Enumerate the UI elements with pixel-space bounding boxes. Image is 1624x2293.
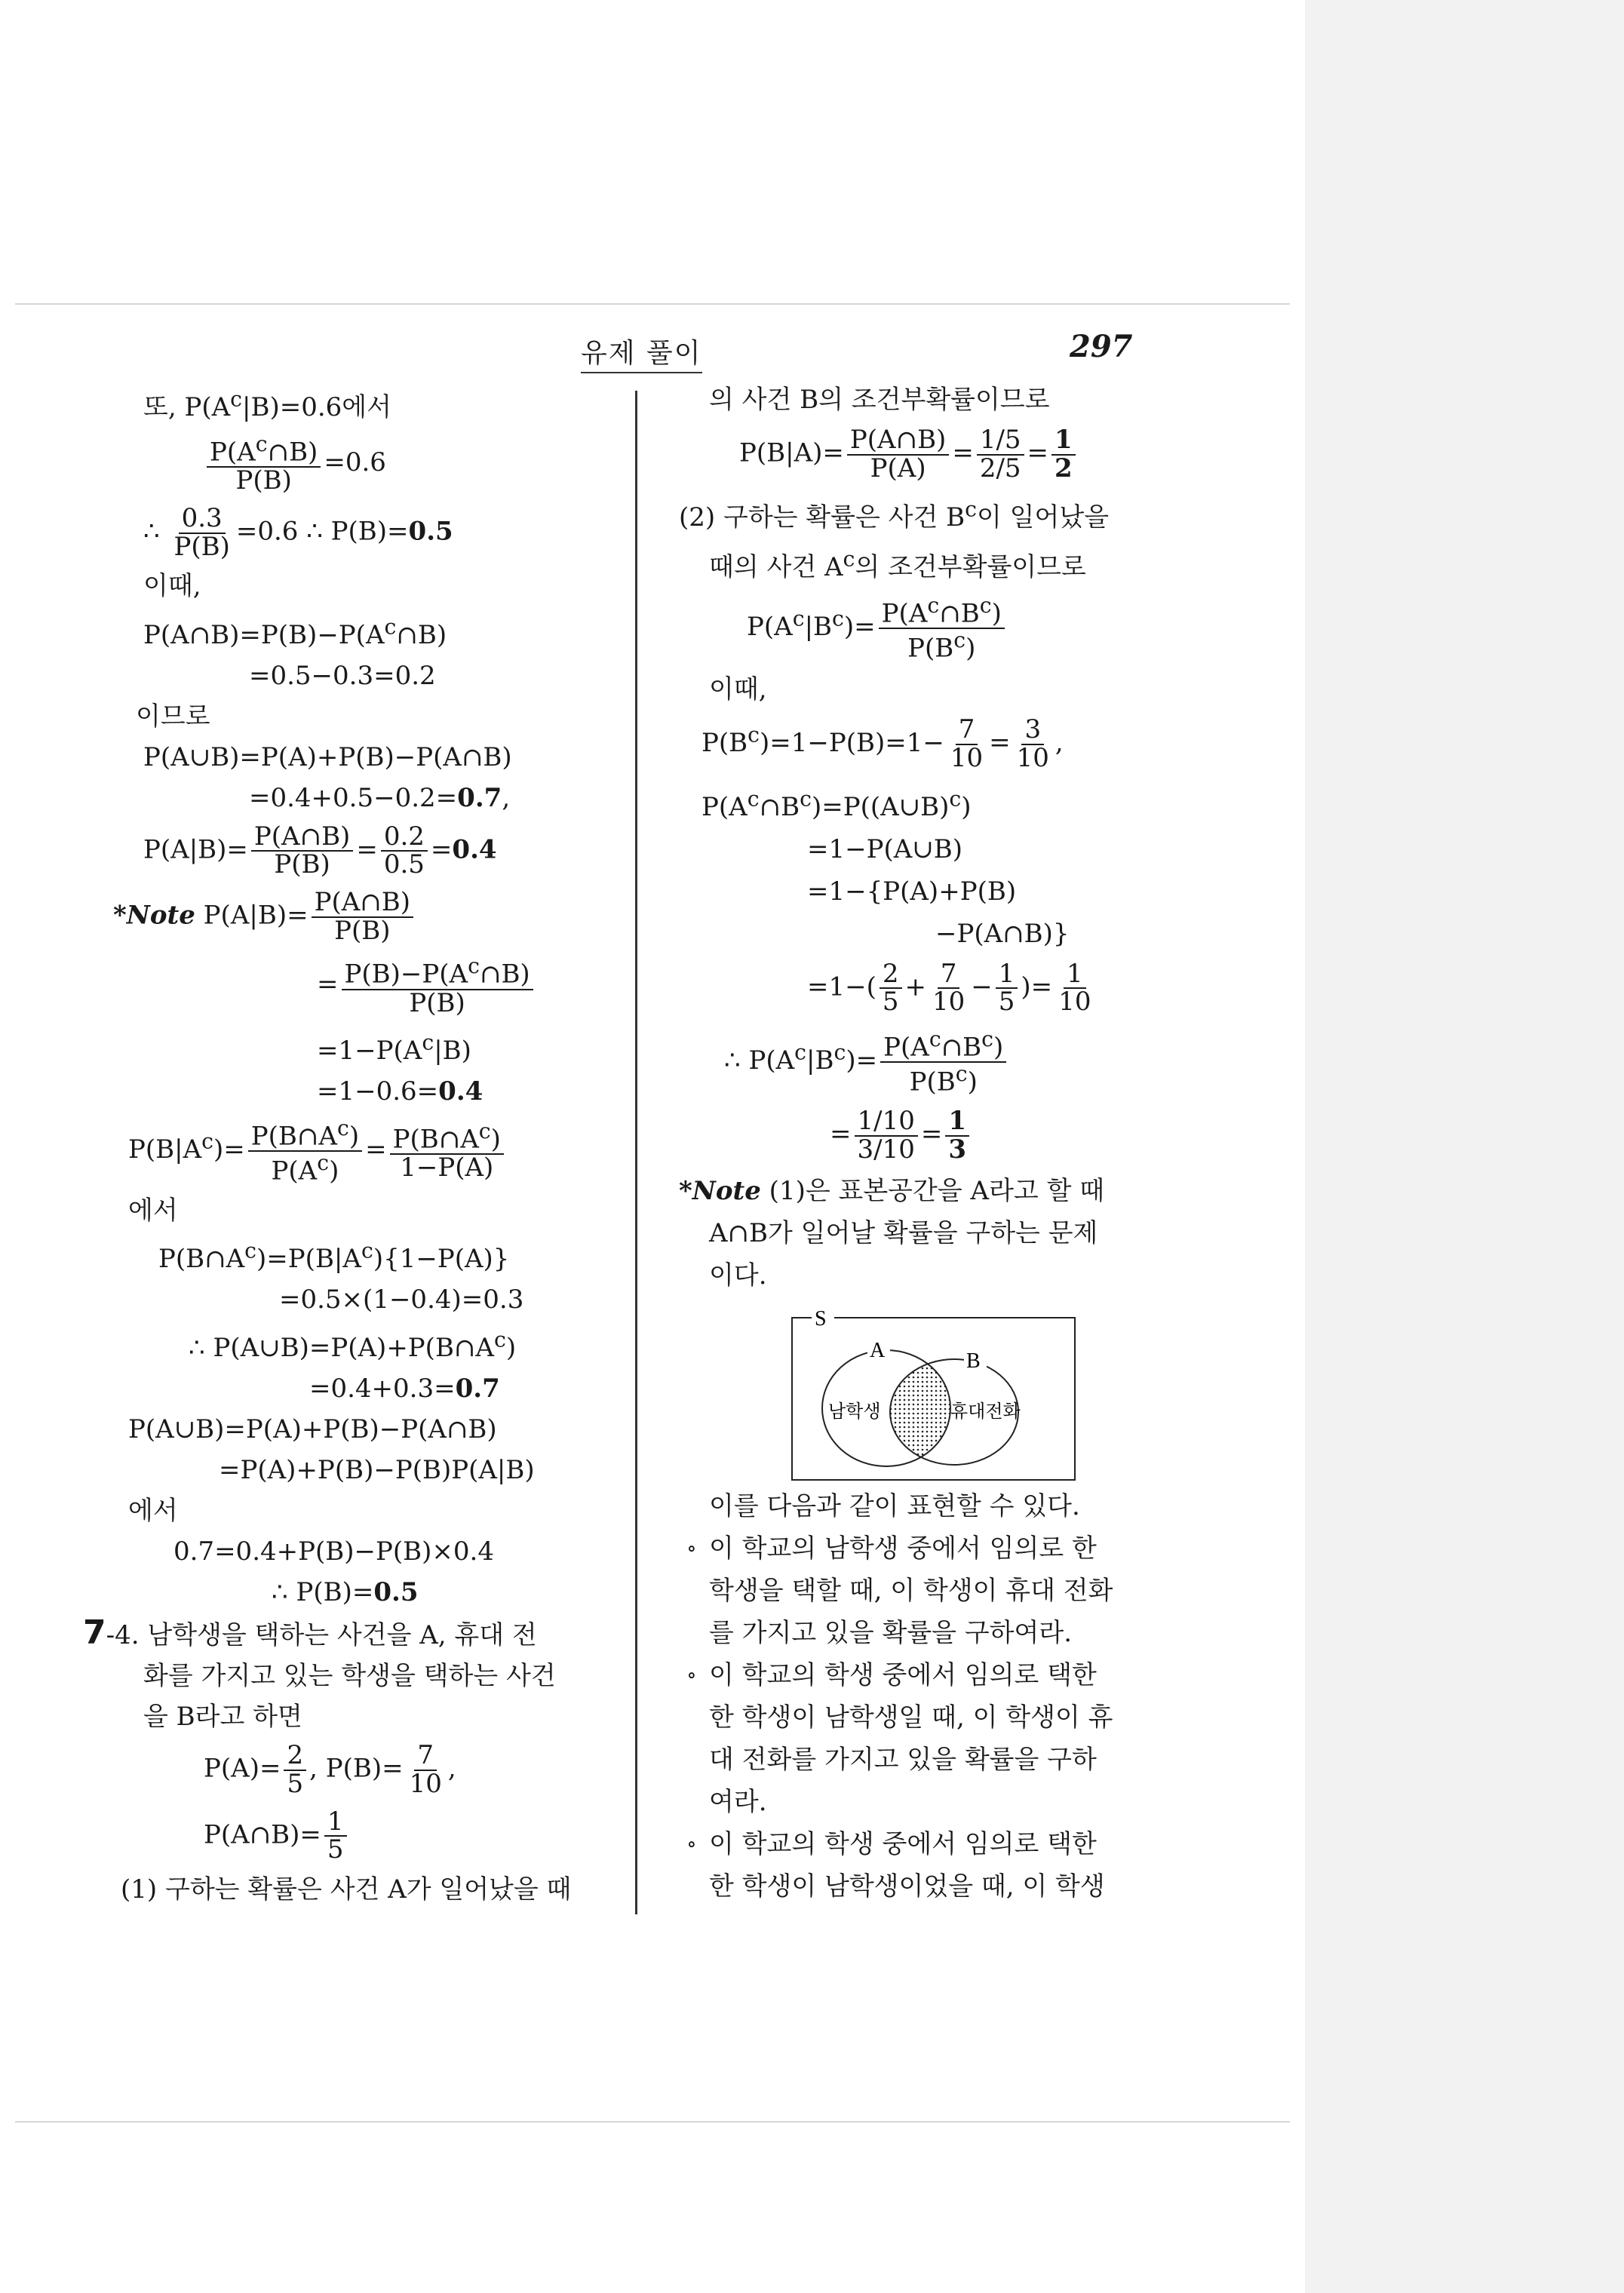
line-text: 한 학생이 남학생이었을 때, 이 학생 [709,1871,1105,1902]
fraction [880,958,902,1018]
fraction-numerator: 1/10 [855,1108,918,1137]
line-text: (2) 구하는 확률은 사건 $B^c$이 일어났을 [679,496,1110,533]
line-text: ∴ P(B)=0.5 [272,1577,419,1608]
text-line [739,427,1162,482]
fraction [312,889,413,944]
fraction-denominator: P(B) [274,849,330,880]
text-line [121,1874,626,1905]
line-text: = [952,437,974,468]
fraction-denominator: 5 [882,987,899,1018]
line-text: P(A|B)= [195,900,309,931]
line-text: P(A|B)= [143,834,248,865]
fraction-denominator: 10 [409,1768,442,1799]
text-line [724,1028,1162,1096]
left-column [83,385,626,1915]
text-line [143,505,626,560]
text-line [317,955,626,1017]
bullet-icon: ∘ [686,1831,697,1856]
text-line [686,1533,1162,1564]
line-text: =1−P(A∪B) [807,833,963,864]
fraction [1055,958,1094,1018]
line-text: =1−{P(A)+P(B) [807,876,1017,907]
text-line [128,1414,626,1444]
line-text: -4. 남학생을 택하는 사건을 A, 휴대 전 [106,1620,537,1651]
fraction-denominator: 5 [998,987,1015,1018]
fraction [284,1742,306,1797]
fraction [390,1120,504,1182]
text-line [807,958,1162,1018]
text-line [143,821,626,880]
right-column [679,385,1162,1914]
line-text: ∴ $P(A^c|B^c)=$ [724,1039,878,1076]
fraction-numerator: 7 [956,717,978,745]
fraction-denominator: $P(B^c)$ [909,1061,978,1097]
fraction-numerator: 1 [945,1108,969,1137]
text-line [279,1285,626,1315]
line-text: $P(A\cap B)=P(B)-P(A^c\cap B)$ [143,614,447,650]
line-text: 여라. [709,1786,767,1817]
line-text: =0.6 [324,447,386,478]
fraction [977,427,1024,482]
line-text: 이 학교의 남학생 중에서 임의로 한 [709,1533,1097,1564]
line-text: )= [1021,972,1053,1002]
fraction-denominator: P(B) [334,915,391,946]
line-text: $P(A^c|B^c)=$ [747,606,876,643]
fraction [342,955,533,1017]
line-text: 를 가지고 있을 확률을 구하여라. [709,1617,1073,1648]
line-text: 이를 다음과 같이 표현할 수 있다. [709,1490,1080,1521]
text-line [709,1218,1162,1248]
text-line [143,1702,626,1732]
line-text: $P(B\cap A^c)=P(B|A^c)\{1-P(A)\}$ [158,1238,510,1274]
text-line [709,1618,1162,1648]
text-line [113,889,626,944]
text-line [204,433,626,495]
text-line [317,1076,626,1107]
text-line [747,594,1162,662]
fraction-denominator: $P(A^c)$ [271,1150,339,1186]
line-text: =1−0.6=0.4 [317,1076,484,1107]
line-text: P(A∪B)=P(A)+P(B)−P(A∩B) [128,1414,497,1445]
fraction-denominator: 5 [287,1768,304,1799]
line-text: , [1055,727,1064,758]
text-line [136,701,626,732]
line-text: 또, $P(A^c|B)=0.6$에서 [143,387,391,423]
text-line [679,494,1162,532]
fraction-denominator: 3 [948,1134,967,1165]
text-line [317,1027,626,1065]
fraction [170,505,232,560]
line-text: 이 학교의 학생 중에서 임의로 택한 [709,1659,1097,1690]
line-text: P(A∪B)=P(A)+P(B)−P(A∩B) [143,741,512,772]
fraction [945,1108,969,1163]
fraction-denominator: 1−P(A) [400,1152,494,1183]
fraction-numerator: 1 [996,961,1018,990]
text-line [686,1659,1162,1690]
b-text: 휴대전화 [950,1400,1021,1422]
line-text: 학생을 택할 때, 이 학생이 휴대 전화 [709,1575,1113,1606]
fraction-numerator: P(A∩B) [312,889,413,918]
line-text: , P(B)= [309,1753,404,1784]
line-text: 이때, [143,571,201,602]
line-text: =0.4+0.5−0.2=0.7, [249,782,511,813]
fraction-numerator: 7 [414,1742,437,1771]
fraction-numerator: 3 [1021,717,1044,745]
line-text: 때의 사건 $A^c$의 조건부확률이므로 [709,546,1086,583]
line-text: =0.5−0.3=0.2 [249,660,436,691]
text-line [686,1828,1162,1859]
s-label: S [815,1306,827,1331]
text-line [219,1455,626,1485]
fraction-numerator: 0.2 [381,824,428,852]
bullet-icon: ∘ [686,1662,697,1687]
text-line [128,1496,626,1526]
column-divider [635,391,637,1914]
fraction-denominator: P(B) [409,987,465,1018]
text-line [709,1260,1162,1291]
line-text: 화를 가지고 있는 학생을 택하는 사건 [143,1661,556,1692]
running-header-title: 유제 풀이 [581,332,702,373]
fraction-numerator: $P(A^c\cap B^c)$ [880,1028,1006,1063]
text-line [83,1613,626,1653]
line-text: 이므로 [136,701,210,732]
fraction [1051,427,1076,482]
text-line [309,1374,626,1404]
line-text: A∩B가 일어날 확률을 구하는 문제 [709,1217,1098,1248]
line-text: $P(B^c)=1-P(B)=1-$ [701,722,944,758]
a-label: A [870,1338,886,1362]
fraction-denominator: 5 [327,1834,344,1865]
fraction-numerator: $P(B\cap A^c)$ [390,1120,504,1155]
fraction-denominator: 2/5 [979,453,1021,483]
fraction [855,1108,918,1163]
text-line [189,1325,626,1363]
fraction [947,714,986,773]
line-text: = [365,1134,387,1165]
text-line [679,1176,1162,1206]
line-text: P(A∩B)= [204,1819,321,1850]
fraction [381,821,428,880]
line-text: P(B|A)= [739,437,844,468]
fraction [847,427,949,482]
line-text: 의 사건 B의 조건부확률이므로 [709,385,1050,415]
fraction [324,1806,347,1865]
text-line [935,919,1162,949]
fraction-denominator: P(B) [173,531,230,562]
fraction-denominator: 10 [950,742,984,773]
fraction-denominator: 3/10 [857,1134,915,1165]
text-line [128,1196,626,1226]
line-text: $=1-P(A^c|B)$ [317,1030,471,1066]
fraction-numerator: P(A∩B) [847,427,949,456]
fraction [996,958,1018,1018]
fraction-denominator: 2 [1055,453,1073,483]
line-text: = [356,834,378,865]
text-line [158,1236,626,1274]
line-text: = [830,1119,852,1150]
fraction-numerator: $P(A^c\cap B)$ [207,433,321,468]
fraction-numerator: P(A∩B) [251,824,353,852]
text-line [701,714,1162,773]
text-line [709,545,1162,582]
text-line [143,742,626,772]
fraction [251,821,353,880]
fraction-denominator: 0.5 [383,849,425,880]
fraction-denominator: P(A) [870,453,926,483]
fraction-numerator: 1 [1051,427,1076,456]
top-rule [15,303,1290,305]
fraction-numerator: 1/5 [977,427,1024,456]
line-text: = [1027,437,1049,468]
line-text: , [447,1753,456,1784]
line-text: =0.6 ∴ P(B)=0.5 [235,516,453,547]
text-line [173,1536,626,1567]
fraction [929,958,968,1018]
fraction-denominator: 10 [1058,987,1091,1018]
venn-diagram [784,1303,1086,1491]
problem-number: 7 [83,1613,106,1653]
fraction [880,1028,1006,1096]
line-text: $P(B|A^c)=$ [128,1128,245,1165]
fraction [207,433,321,495]
line-text: 0.7=0.4+P(B)−P(B)×0.4 [173,1536,494,1567]
line-text: (1) 구하는 확률은 사건 A가 일어났을 때 [121,1874,572,1905]
fraction-numerator: 2 [284,1742,306,1771]
fraction [248,1117,362,1185]
line-text: 대 전화를 가지고 있을 확률을 구하 [709,1744,1097,1775]
fraction-denominator: 10 [1016,742,1049,773]
fraction-numerator: 0.3 [179,505,226,534]
text-line [709,385,1162,415]
line-text: 에서 [128,1195,178,1226]
line-text: 에서 [128,1496,178,1527]
fraction-numerator: 1 [324,1809,347,1837]
fraction [1014,714,1052,773]
text-line [709,1745,1162,1775]
text-line [807,834,1162,864]
line-text: 이때, [709,674,767,705]
line-text: 한 학생이 남학생일 때, 이 학생이 휴 [709,1702,1113,1733]
line-text: ∴ $P(A\cup B)=P(A)+P(B\cap A^c)$ [189,1327,517,1364]
line-text: = [989,727,1011,758]
fraction-numerator: 1 [1064,961,1086,990]
line-text: + [904,972,927,1002]
text-line [830,1108,1162,1163]
fraction-denominator: 10 [932,987,965,1018]
text-line [701,784,1162,821]
line-text: =0.4 [430,834,497,865]
a-text: 남학생 [828,1400,881,1422]
line-text: P(A)= [204,1753,281,1784]
line-text: $P(A^c\cap B^c)=P((A\cup B)^c)$ [701,786,972,822]
line-text: −P(A∩B)} [935,918,1070,949]
line-text: =0.5×(1−0.4)=0.3 [279,1284,524,1315]
text-line [143,612,626,649]
line-text: − [971,972,993,1002]
fraction-denominator: P(B) [235,465,292,496]
fraction-numerator: 7 [938,961,960,990]
text-line [709,1576,1162,1606]
text-line [709,1491,1162,1521]
line-text: 이다. [709,1260,767,1291]
text-line [272,1577,626,1607]
bottom-rule [15,2121,1290,2123]
text-line [128,1117,626,1185]
fraction [407,1742,445,1797]
note-label: *Note [679,1175,761,1206]
fraction-numerator: $P(B\cap A^c)$ [248,1117,362,1152]
text-line [709,1871,1162,1902]
line-text: 을 B라고 하면 [143,1702,302,1733]
fraction-numerator: 2 [880,961,902,990]
line-text: =P(A)+P(B)−P(B)P(A|B) [219,1455,535,1486]
text-line [249,661,626,691]
text-line [143,571,626,601]
text-line [143,1661,626,1691]
text-line [249,783,626,813]
line-text: =1−( [807,972,876,1002]
line-text: (1)은 표본공간을 A라고 할 때 [760,1175,1105,1206]
text-line [807,876,1162,907]
fraction-numerator: $P(B)-P(A^c\cap B)$ [342,955,533,990]
line-text: = [317,969,339,1000]
text-line [204,1742,626,1797]
text-line [709,1787,1162,1817]
bullet-icon: ∘ [686,1535,697,1561]
line-text: ∴ [143,516,168,547]
b-label: B [966,1349,981,1373]
page-number: 297 [1070,329,1133,364]
note-label: *Note [113,900,195,931]
fraction-numerator: $P(A^c\cap B^c)$ [879,594,1005,629]
text-line [143,385,626,422]
line-text: 이 학교의 학생 중에서 임의로 택한 [709,1828,1097,1859]
line-text: =0.4+0.3=0.7 [309,1374,500,1404]
fraction-denominator: $P(B^c)$ [907,628,976,664]
text-line [204,1806,626,1865]
fraction [879,594,1005,662]
text-line [709,674,1162,704]
line-text: = [920,1119,943,1150]
text-line [709,1702,1162,1733]
